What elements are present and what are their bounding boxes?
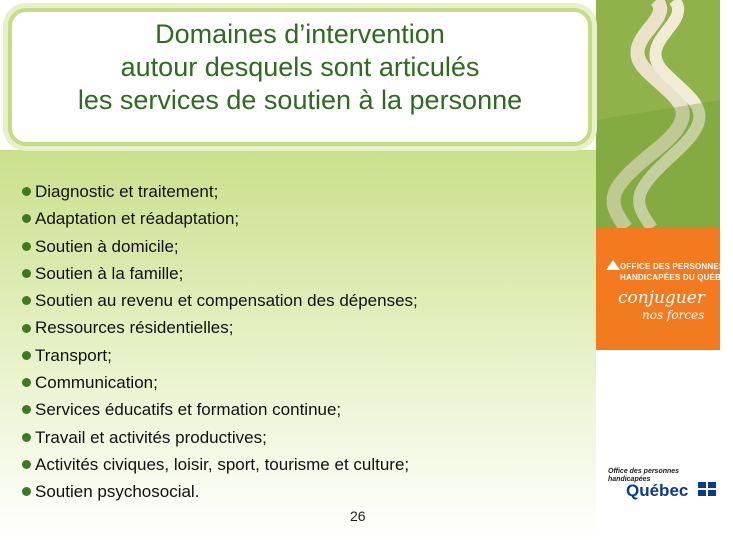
bullet-icon xyxy=(22,460,31,469)
quebec-logo-line-2: handicapées xyxy=(608,476,651,483)
quebec-logo-line-1: Office des personnes xyxy=(608,468,680,475)
title-line-1: Domaines d’intervention xyxy=(155,19,445,49)
bullet-icon xyxy=(22,487,31,496)
bullet-icon xyxy=(22,187,31,196)
list-item: Services éducatifs et formation continue; xyxy=(22,396,418,423)
triangle-icon xyxy=(606,260,620,270)
bullet-icon xyxy=(22,433,31,442)
list-item: Soutien psychosocial. xyxy=(22,478,418,505)
road-photo xyxy=(596,0,720,228)
ophq-line-1: OFFICE DES PERSONNES xyxy=(620,262,725,271)
list-item: Diagnostic et traitement; xyxy=(22,178,418,205)
ophq-line-2: HANDICAPÉES DU QUÉBEC xyxy=(620,273,733,282)
bullet-icon xyxy=(22,214,31,223)
list-item: Adaptation et réadaptation; xyxy=(22,205,418,232)
list-item: Transport; xyxy=(22,342,418,369)
ophq-script-1: conjuguer xyxy=(618,288,705,308)
list-item: Soutien à domicile; xyxy=(22,233,418,260)
list-item: Soutien au revenu et compensation des dépenses; xyxy=(22,287,418,314)
bullet-icon xyxy=(22,324,31,333)
domain-list xyxy=(22,178,418,506)
bullet-icon xyxy=(22,242,31,251)
quebec-logo xyxy=(608,468,718,508)
list-item: Soutien à la famille; xyxy=(22,260,418,287)
slide-title xyxy=(30,18,570,117)
bullet-icon xyxy=(22,405,31,414)
bullet-icon xyxy=(22,351,31,360)
page-number: 26 xyxy=(350,508,366,524)
bullet-icon xyxy=(22,269,31,278)
list-item: Communication; xyxy=(22,369,418,396)
ophq-script-2: nos forces xyxy=(642,308,705,322)
flag-icon xyxy=(698,482,716,496)
ophq-logo xyxy=(596,228,733,350)
quebec-wordmark: Québec xyxy=(626,481,689,500)
list-item: Travail et activités productives; xyxy=(22,424,418,451)
list-item: Ressources résidentielles; xyxy=(22,314,418,341)
title-line-3: les services de soutien à la personne xyxy=(77,85,523,115)
bullet-icon xyxy=(22,378,31,387)
title-line-2: autour desquels sont articulés xyxy=(120,52,480,82)
bullet-icon xyxy=(22,296,31,305)
list-item: Activités civiques, loisir, sport, tourisme et culture; xyxy=(22,451,418,478)
